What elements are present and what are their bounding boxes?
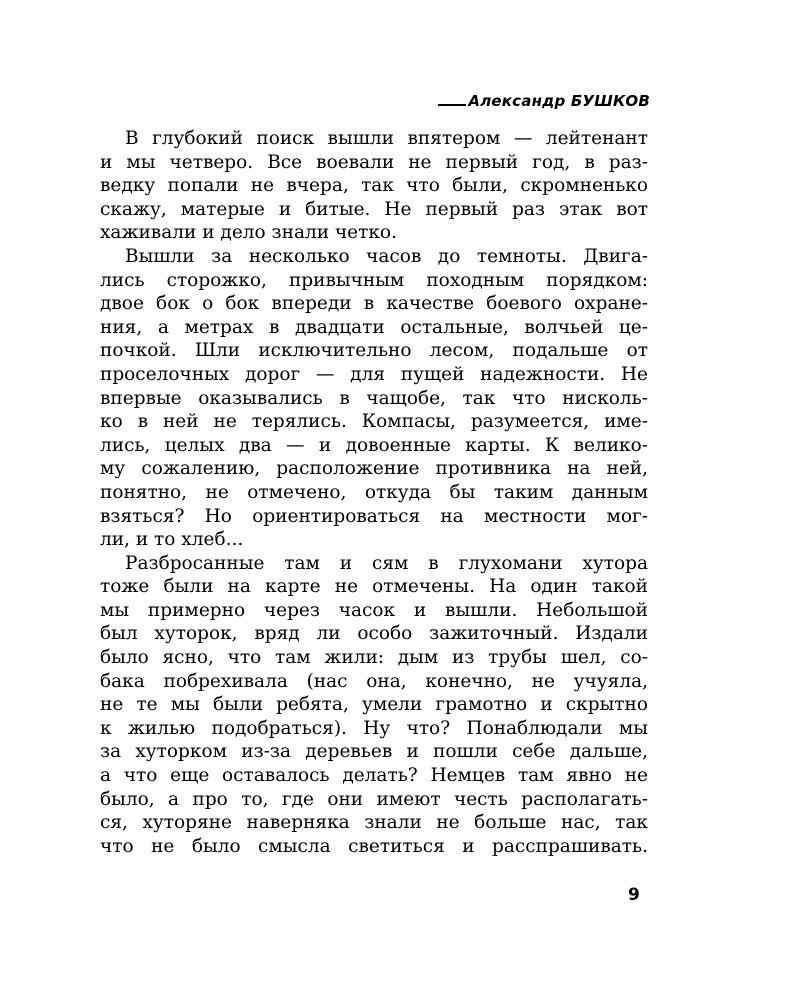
text-line: не те мы были ребята, умели грамотно и скрытно [100, 694, 648, 716]
text-line: было ясно, что там жили: дым из трубы шел, со- [100, 647, 648, 669]
text-line: тоже были на карте не отмечены. На один такой [100, 576, 648, 598]
text-line: к жилью подобраться). Ну что? Понаблюдали мы [100, 717, 648, 739]
body-text [100, 127, 648, 858]
text-line: лись, целых два — и довоенные карты. К велико- [100, 434, 648, 456]
text-line: Разбросанные там и сям в глухомани хутора [125, 552, 648, 574]
text-line: понятно, не отмечено, откуда бы таким данным [100, 481, 648, 503]
text-line: двое бок о бок впереди в качестве боевого охране- [100, 293, 648, 315]
text-line: а что еще оставалось делать? Немцев там явно не [100, 765, 648, 787]
text-line: ко в ней не терялись. Компасы, разумеется, име- [100, 411, 648, 433]
header-rule [438, 104, 466, 106]
text-line: Вышли за несколько часов до темноты. Двига- [125, 245, 648, 267]
running-header [395, 86, 650, 110]
text-line: за хуторком из-за деревьев и пошли себе дальше, [100, 741, 648, 763]
text-line: проселочных дорог — для пущей надежности. Не [100, 363, 648, 385]
text-line: лись сторожко, привычным походным порядком: [100, 269, 648, 291]
text-line: му сожалению, расположение противника на ней, [100, 458, 648, 480]
header-author: Александр БУШКОВ [468, 92, 650, 110]
text-line: хаживали и дело знали четко. [100, 222, 397, 244]
page-number: 9 [628, 885, 640, 905]
text-line: ведку попали не вчера, так что были, скромненько [100, 175, 648, 197]
text-line: мы примерно через часок и вышли. Небольшой [100, 599, 648, 621]
text-line: скажу, матерые и битые. Не первый раз этак вот [100, 198, 648, 220]
text-line: В глубокий поиск вышли впятером — лейтенант [125, 128, 648, 149]
text-line: взяться? Но ориентироваться на местности мог- [100, 505, 648, 527]
text-line: впервые оказывались в чащобе, так что нисколь- [100, 387, 648, 409]
text-line: почкой. Шли исключительно лесом, подальше от [100, 340, 648, 362]
text-line: ли, и то хлеб... [100, 529, 244, 551]
text-line: был хуторок, вряд ли особо зажиточный. Издали [100, 623, 648, 645]
text-line: что не было смысла светиться и расспрашивать. [100, 835, 648, 857]
text-line: бака побрехивала (нас она, конечно, не учуяла, [100, 670, 648, 692]
text-line: и мы четверо. Все воевали не первый год, в раз- [100, 151, 648, 173]
text-line: было, а про то, где они имеют честь располагать- [100, 788, 648, 810]
text-line: ся, хуторяне наверняка знали не больше нас, так [100, 812, 648, 834]
text-line: ния, а метрах в двадцати остальные, волчьей це- [100, 316, 648, 338]
